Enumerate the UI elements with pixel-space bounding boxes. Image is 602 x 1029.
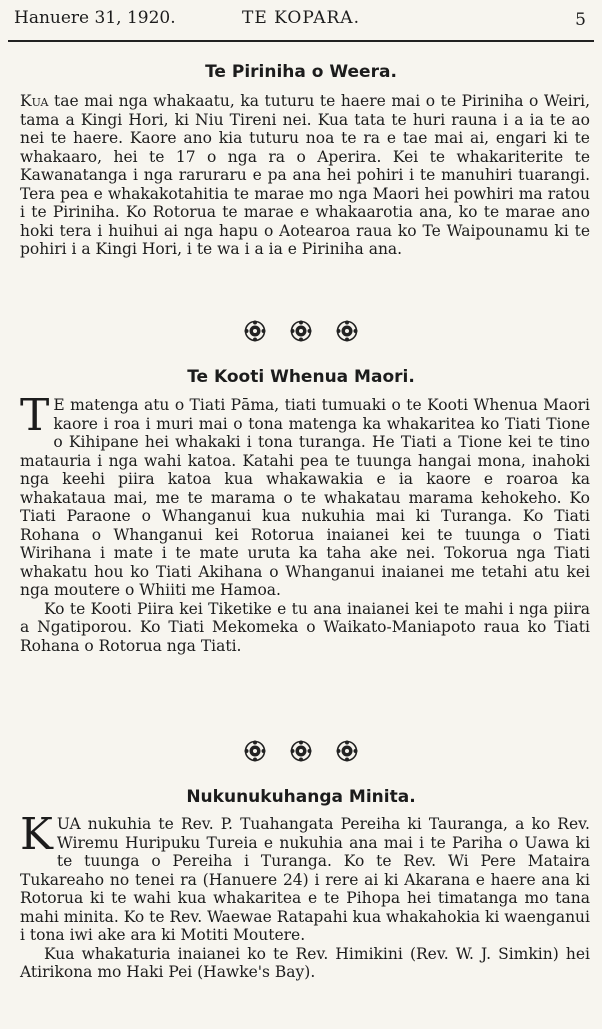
section-body-ministers: [20, 809, 590, 982]
ornament-divider: [0, 320, 602, 342]
paragraph-text: E matenga atu o Tiati Pāma, tiati tumuaki o te Kooti Whenua Maori kaore i roa i muri mai o tona matenga ka whakaritea ko Tiati Tione o Kihipane hei whakaki i tona turanga. He Tiati a Tione kei te tino matauria i nga wahi katoa. Katahi pea te tuunga hangai mona, inahoki nga keehi piira katoa kua whakawakia e ia kaore e roaroa ka whakataua mai, me te marama o te whakatau marama kehokeho. Ko Tiati Paraone o Whanganui kua nukuhia mai ki Turanga. Ko Tiati Rohana o Whanganui kei Rotorua inaianei kei te tuunga o Tiati Wirihana i mate i te mate uruta ka taha ake nei. Tokorua nga Tiati whakatu hou ko Tiati Akihana o Whanganui inaianei me tetahi atu kei nga moutere o Whiiti me Hamoa.: [20, 396, 590, 599]
section-body-prince: [20, 92, 590, 259]
section-title-ministers: Nukunukuhanga Minita.: [186, 787, 416, 807]
flower-ornament-icon: [336, 320, 358, 342]
flower-ornament-icon: [290, 740, 312, 762]
paragraph-text: Ko te Kooti Piira kei Tiketike e tu ana inaianei kei te mahi i nga piira a Ngatiporou. Ko Tiati Mekomeka o Waikato-Maniapoto raua ko Tiati Rohana o Rotorua nga Tiati.: [20, 599, 590, 655]
lead-word: Kua: [20, 92, 49, 110]
section-body-land-court: [20, 390, 590, 655]
flower-ornament-icon: [244, 320, 266, 342]
section-title-prince: Te Piriniha o Weera.: [205, 62, 397, 82]
flower-ornament-icon: [290, 320, 312, 342]
section-title-land-court: Te Kooti Whenua Maori.: [187, 367, 415, 387]
flower-ornament-icon: [336, 740, 358, 762]
paragraph-text: UA nukuhia te Rev. P. Tuahangata Pereiha ki Tauranga, a ko Rev. Wiremu Huripuku Tureia e nukuhia ana mai i te Pariha o Uawa ki te tuunga o Pereiha i Turanga. Ko te Rev. Wi Pere Mataira Tukareaho no tenei ra (Hanuere 24) i rere ai ki Akarana e haere ana ki Rotorua ki te wahi kua whakaritea e te Pihopa hei timatanga mo tana mahi minita. Ko te Rev. Waewae Ratapahi kua whakahokia ki waenganui i tona iwi ake ara ki Motiti Moutere.: [20, 815, 590, 944]
drop-cap: T: [20, 390, 50, 441]
issue-date: Hanuere 31, 1920.: [14, 8, 176, 28]
page-number: 5: [575, 10, 586, 30]
ornament-divider: [0, 740, 602, 762]
paragraph-text: Kua whakaturia inaianei ko te Rev. Himikini (Rev. W. J. Simkin) hei Atirikona mo Haki Pei (Hawke's Bay).: [20, 944, 590, 981]
flower-ornament-icon: [244, 740, 266, 762]
publication-title: TE KOPARA.: [242, 8, 360, 28]
paragraph-text: tae mai nga whakaatu, ka tuturu te haere mai o te Piriniha o Weiri, tama a Kingi Hori, ki Niu Tireni nei. Kua tata te huri rauna i a ia te ao nei te haere. Kaore ano kia tuturu noa te ra e tae mai ai, engari ki te whakaaro, hei te 17 o nga ra o Aperira. Kei te whakariterite te Kawanatanga i nga raruraru e pa ana hei pohiri i te manuhiri tuarangi. Tera pea e whakakotahitia te marae mo nga Maori hei powhiri ma ratou i te Piriniha. Ko Rotorua te marae e whakaarotia ana, ko te marae ano hoki tera i huihui ai nga hapu o Aotearoa raua ko Te Waipounamu ki te pohiri i a Kingi Hori, i te wa i a ia e Piriniha ana.: [20, 92, 590, 258]
drop-cap: K: [20, 809, 53, 860]
page-header: [14, 6, 588, 32]
header-rule: [8, 40, 594, 42]
